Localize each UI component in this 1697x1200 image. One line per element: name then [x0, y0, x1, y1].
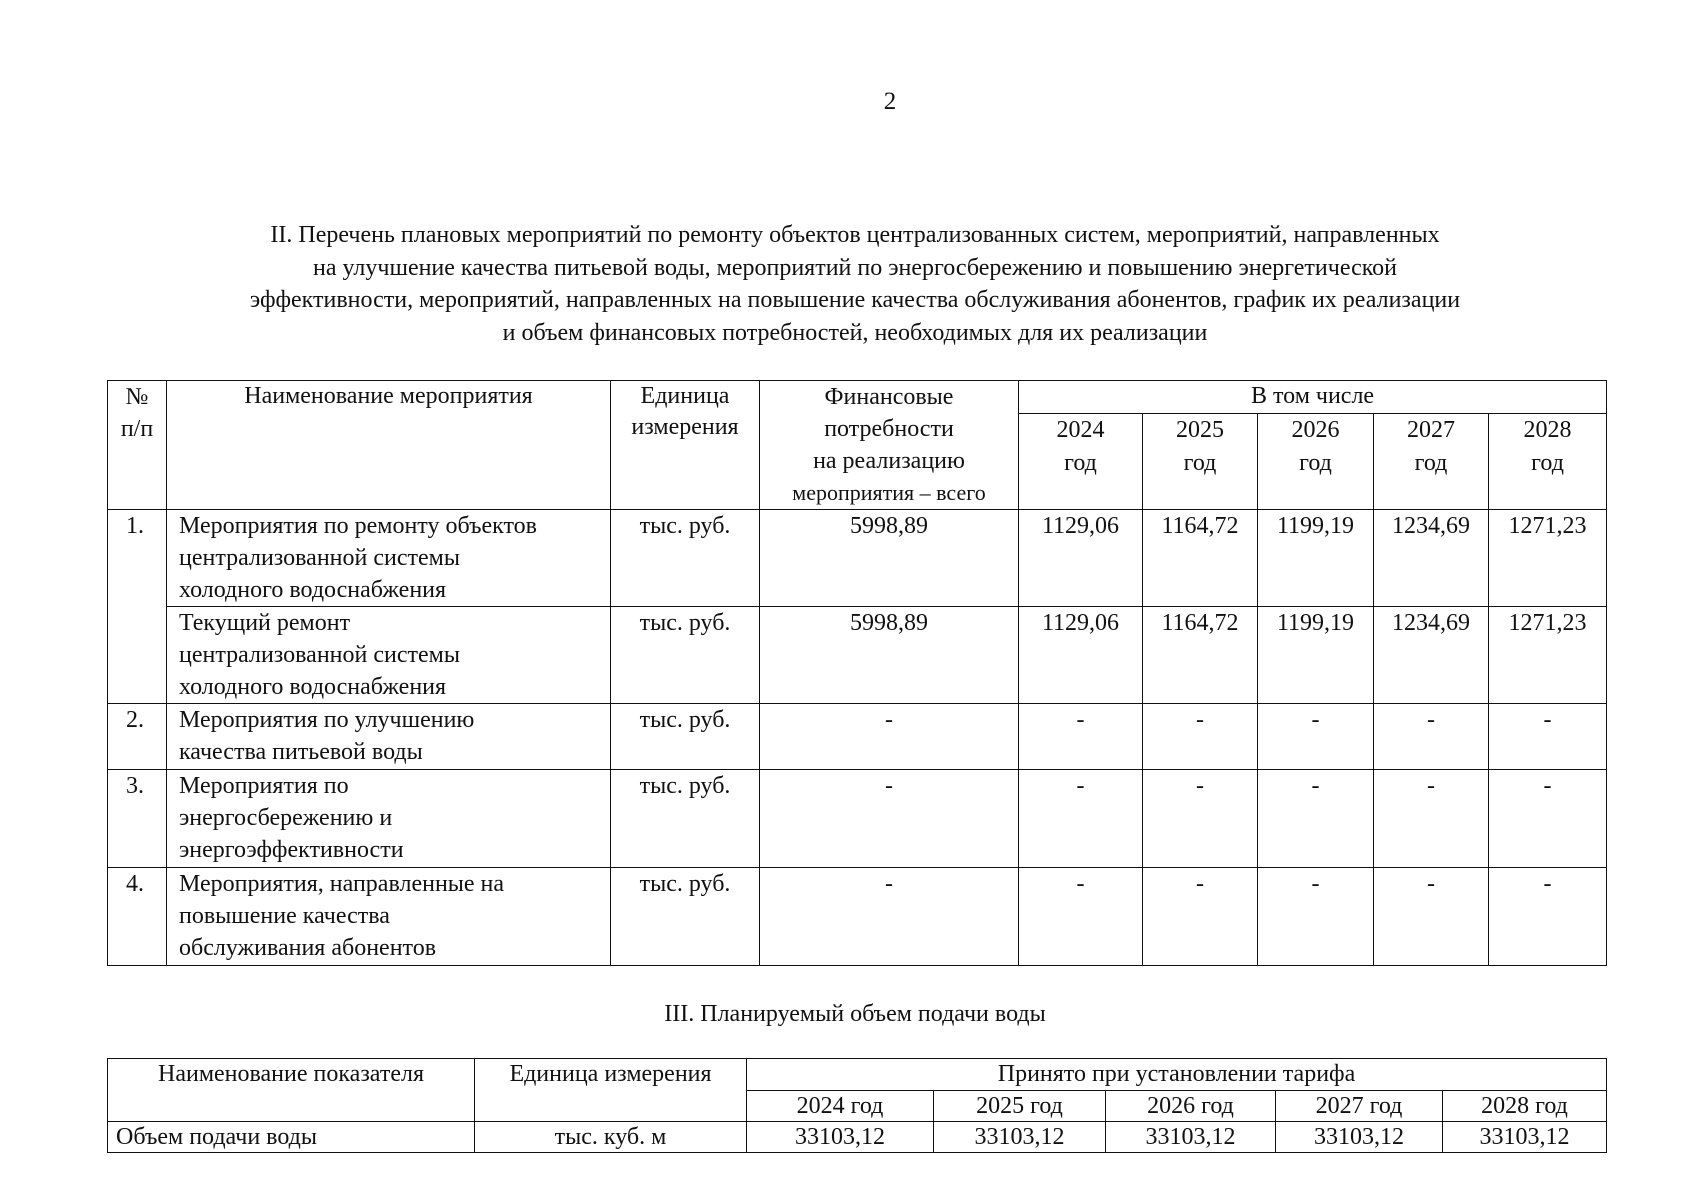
- header-year-2027: 2027 год: [1374, 413, 1489, 509]
- table-row: [108, 770, 1607, 868]
- header-year-2027: 2027 год: [1276, 1091, 1443, 1122]
- row-unit: тыс. куб. м: [475, 1122, 747, 1153]
- row-year-value: 1129,06: [1019, 510, 1143, 607]
- row-year-value: 1234,69: [1374, 607, 1489, 704]
- page-number: 2: [883, 88, 897, 115]
- header-year-2024: 2024 год: [1019, 413, 1143, 509]
- row-year-value: 1199,19: [1258, 607, 1374, 704]
- header-year-2028: 2028 год: [1489, 413, 1607, 509]
- row-unit: тыс. руб.: [611, 770, 760, 868]
- table-row: [108, 704, 1607, 770]
- table-row: [108, 868, 1607, 966]
- row-unit: тыс. руб.: [611, 607, 760, 704]
- header-year-2026: 2026 год: [1258, 413, 1374, 509]
- row-num: 4.: [108, 868, 167, 966]
- section-2-title-line: II. Перечень плановых мероприятий по ремонту объектов централизованных систем, мероприятий, направленных: [270, 222, 1440, 248]
- row-year-value: -: [1019, 868, 1143, 966]
- header-year-2025: 2025 год: [1143, 413, 1258, 509]
- header-year-2024: 2024 год: [747, 1091, 934, 1122]
- row-year-value: -: [1374, 770, 1489, 868]
- row-year-value: 1129,06: [1019, 607, 1143, 704]
- header-num: № п/п: [108, 381, 167, 510]
- header-indicator: Наименование показателя: [108, 1059, 475, 1122]
- row-year-value: -: [1489, 868, 1607, 966]
- row-year-value: -: [1258, 704, 1374, 770]
- row-indicator: Объем подачи воды: [108, 1122, 475, 1153]
- table-row: [108, 1122, 1607, 1153]
- row-unit: тыс. руб.: [611, 510, 760, 607]
- header-unit: Единица измерения: [475, 1059, 747, 1122]
- row-year-value: 1199,19: [1258, 510, 1374, 607]
- row-num: 3.: [108, 770, 167, 868]
- row-year-value: 33103,12: [934, 1122, 1106, 1153]
- row-year-value: -: [1489, 704, 1607, 770]
- row-total: 5998,89: [760, 607, 1019, 704]
- row-year-value: 1271,23: [1489, 510, 1607, 607]
- row-year-value: -: [1374, 704, 1489, 770]
- row-year-value: -: [1019, 704, 1143, 770]
- row-year-value: -: [1489, 770, 1607, 868]
- row-year-value: -: [1019, 770, 1143, 868]
- row-num: 2.: [108, 704, 167, 770]
- row-year-value: -: [1374, 868, 1489, 966]
- section-2-title: [120, 219, 1590, 349]
- row-name: Мероприятия, направленные на повышение качества обслуживания абонентов: [167, 868, 611, 966]
- row-year-value: 33103,12: [1276, 1122, 1443, 1153]
- row-name: Мероприятия по ремонту объектов централизованной системы холодного водоснабжения: [167, 510, 611, 607]
- row-unit: тыс. руб.: [611, 704, 760, 770]
- row-name: Мероприятия по улучшению качества питьевой воды: [167, 704, 611, 770]
- row-total: -: [760, 770, 1019, 868]
- header-finance: Финансовые потребности на реализацию мероприятия – всего: [760, 381, 1019, 510]
- row-year-value: 1164,72: [1143, 510, 1258, 607]
- header-year-2026: 2026 год: [1106, 1091, 1276, 1122]
- header-unit: Единица измерения: [611, 381, 760, 510]
- row-year-value: 1234,69: [1374, 510, 1489, 607]
- row-year-value: 33103,12: [1443, 1122, 1607, 1153]
- section-2-title-line: на улучшение качества питьевой воды, мероприятий по энергосбережению и повышению энергетической: [312, 254, 1398, 281]
- section-2-title-line: и объем финансовых потребностей, необходимых для их реализации: [502, 319, 1208, 346]
- row-year-value: -: [1143, 868, 1258, 966]
- row-name: Текущий ремонт централизованной системы холодного водоснабжения: [167, 607, 611, 704]
- row-total: 5998,89: [760, 510, 1019, 607]
- row-year-value: 1164,72: [1143, 607, 1258, 704]
- header-accepted: Принято при установлении тарифа: [747, 1059, 1607, 1091]
- row-year-value: -: [1143, 770, 1258, 868]
- table-row: [108, 607, 1607, 704]
- table-row: [108, 510, 1607, 607]
- row-year-value: -: [1143, 704, 1258, 770]
- measures-table: [107, 380, 1607, 966]
- row-unit: тыс. руб.: [611, 868, 760, 966]
- row-name: Мероприятия по энергосбережению и энергоэффективности: [167, 770, 611, 868]
- header-name: Наименование мероприятия: [167, 381, 611, 510]
- water-supply-table: [107, 1058, 1607, 1153]
- row-num: 1.: [108, 510, 167, 704]
- section-3-title: III. Планируемый объем подачи воды: [664, 1001, 1046, 1027]
- row-total: -: [760, 868, 1019, 966]
- row-total: -: [760, 704, 1019, 770]
- section-2-title-line: эффективности, мероприятий, направленных на повышение качества обслуживания абонентов, график их реализации: [249, 287, 1461, 313]
- row-year-value: 1271,23: [1489, 607, 1607, 704]
- row-year-value: 33103,12: [747, 1122, 934, 1153]
- header-including: В том числе: [1019, 381, 1607, 414]
- row-year-value: 33103,12: [1106, 1122, 1276, 1153]
- row-year-value: -: [1258, 868, 1374, 966]
- header-year-2028: 2028 год: [1443, 1091, 1607, 1122]
- header-year-2025: 2025 год: [934, 1091, 1106, 1122]
- row-year-value: -: [1258, 770, 1374, 868]
